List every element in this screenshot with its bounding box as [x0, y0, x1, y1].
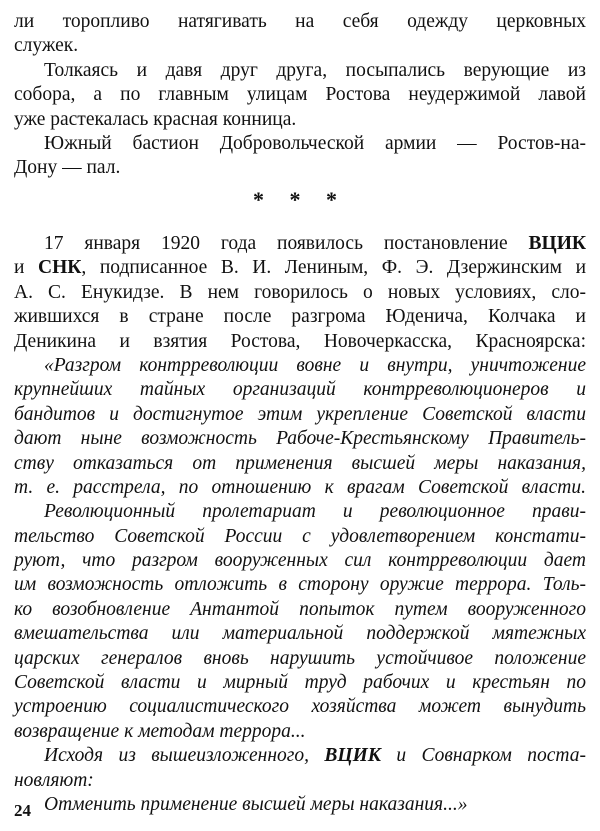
- quote-line: царских генералов вновь нарушить устойчивое положение: [14, 647, 586, 669]
- text-line: собора, а по главным улицам Ростова неудержимой лавой: [14, 84, 586, 106]
- quote-line: ству отказаться от применения высшей меры наказания,: [14, 452, 586, 474]
- quote-line: Отменить применение высшей меры наказания...»: [44, 793, 468, 815]
- text-line: Деникина и взятия Ростова, Новочеркасска, Красноярска:: [14, 330, 586, 352]
- quote-line: возвращение к методам террора...: [14, 720, 306, 742]
- quote-line: им возможность отложить в сторону оружие террора. Толь-: [14, 574, 586, 596]
- quote-line: бандитов и достигнутое этим укрепление Советской власти: [14, 403, 586, 425]
- quote-line: Революционный пролетариат и революционное прави-: [44, 501, 586, 523]
- text-line: уже растекалась красная конница.: [14, 108, 297, 130]
- page-number: 24: [14, 801, 31, 820]
- emphasized-abbreviation: ВЦИК: [324, 745, 381, 767]
- text-line: Толкаясь и давя друг друга, посыпались верующие из: [44, 59, 586, 81]
- quote-line: т. е. расстрела, по отношению к врагам Советской власти.: [14, 476, 586, 498]
- emphasized-abbreviation: ВЦИК: [528, 233, 586, 254]
- top-text-block: [14, 10, 586, 181]
- text-line: ли торопливо натягивать на себя одежду церковных: [14, 11, 586, 32]
- quote-line: вмешательства или материальной поддержкой мятежных: [14, 623, 586, 645]
- quote-line: Советской власти и мирный труд рабочих и крестьян по: [14, 672, 586, 694]
- quote-line: новляют:: [14, 769, 94, 791]
- text-line: служек.: [14, 35, 79, 57]
- quote-line: ко возобновление Антантой попыток путем вооруженного: [14, 598, 586, 620]
- quote-line: устроению социалистического хозяйства может вынудить: [14, 696, 586, 718]
- quote-line: дают ныне возможность Рабоче-Крестьянскому Правитель-: [14, 428, 586, 450]
- text-line: Дону — пал.: [14, 157, 121, 179]
- text-line: А. С. Енукидзе. В нем говорилось о новых условиях, сло-: [14, 281, 586, 303]
- emphasized-abbreviation: СНК: [38, 257, 82, 279]
- decree-text-block: [14, 232, 586, 817]
- quote-line: руют, что разгром вооруженных сил контрреволюции дает: [14, 550, 586, 572]
- text-line: и СНК, подписанное В. И. Лениным, Ф. Э. Дзержинским и: [14, 257, 587, 279]
- quote-line: крупнейших тайных организаций контрреволюционеров и: [14, 379, 586, 401]
- quote-line: тельство Советской России с удовлетворением констати-: [14, 525, 586, 547]
- quote-line: Исходя из вышеизложенного, ВЦИК и Совнарком поста-: [44, 745, 586, 767]
- text-line: 17 января 1920 года появилось постановление ВЦИК: [44, 233, 586, 254]
- text-line: жившихся в стране после разгрома Юденича, Колчака и: [14, 306, 586, 328]
- section-separator: * * *: [253, 187, 347, 212]
- quote-line: «Разгром контрреволюции вовне и внутри, уничтожение: [44, 354, 586, 376]
- text-line: Южный бастион Добровольческой армии — Ростов-на-: [44, 132, 586, 154]
